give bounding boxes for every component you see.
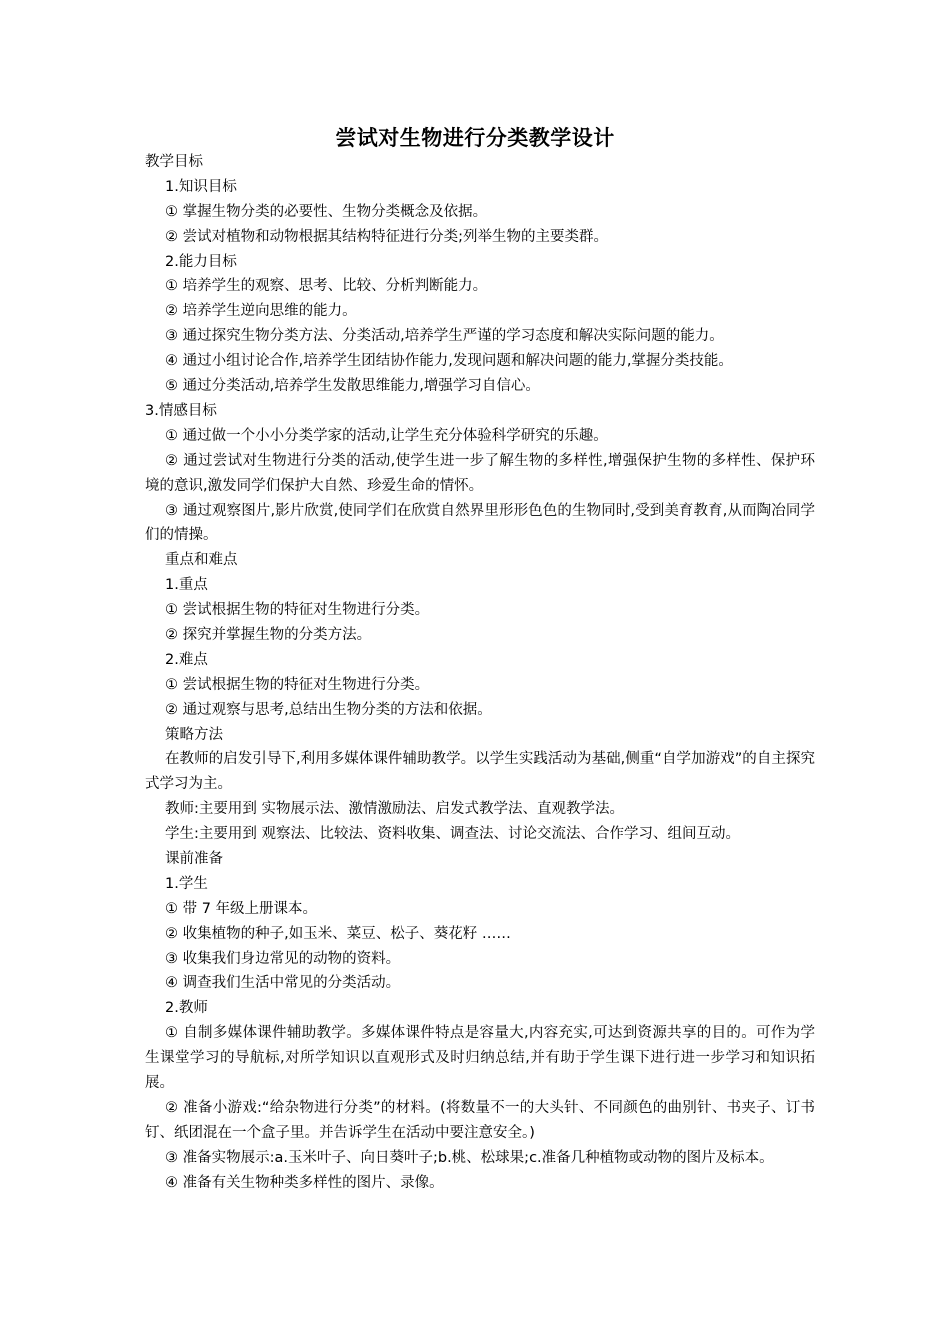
paragraph: 2.难点 [165, 651, 208, 668]
paragraph: ① 尝试根据生物的特征对生物进行分类。 [165, 676, 430, 693]
paragraph: 在教师的启发引导下,利用多媒体课件辅助教学。以学生实践活动为基础,侧重“自学加游戏”的自主探究式学习为主。 [145, 751, 815, 793]
paragraph: ③ 收集我们身边常见的动物的资料。 [165, 950, 401, 967]
paragraph: 教学目标 [145, 154, 203, 170]
paragraph: ④ 调查我们生活中常见的分类活动。 [165, 975, 401, 992]
paragraph: ② 通过尝试对生物进行分类的活动,使学生进一步了解生物的多样性,增强保护生物的多样性、保护环境的意识,激发同学们保护大自然、珍爱生命的情怀。 [145, 452, 815, 494]
paragraph: ⑤ 通过分类活动,培养学生发散思维能力,增强学习自信心。 [165, 378, 540, 395]
paragraph: ④ 通过小组讨论合作,培养学生团结协作能力,发现问题和解决问题的能力,掌握分类技能。 [165, 353, 733, 370]
paragraph: ② 收集植物的种子,如玉米、菜豆、松子、葵花籽 …… [165, 925, 511, 942]
paragraph: 教师:主要用到 实物展示法、激情激励法、启发式教学法、直观教学法。 [165, 801, 624, 818]
paragraph: 课前准备 [165, 851, 223, 868]
paragraph: 3.情感目标 [145, 402, 217, 419]
paragraph: ① 通过做一个小小分类学家的活动,让学生充分体验科学研究的乐趣。 [165, 427, 608, 444]
paragraph: ③ 通过探究生物分类方法、分类活动,培养学生严谨的学习态度和解决实际问题的能力。 [165, 328, 724, 345]
paragraph: ② 尝试对植物和动物根据其结构特征进行分类;列举生物的主要类群。 [165, 228, 608, 245]
paragraph: 1.重点 [165, 577, 208, 594]
paragraph: 策略方法 [165, 726, 223, 743]
paragraph: ① 带 7 年级上册课本。 [165, 900, 318, 917]
paragraph: 2.教师 [165, 1000, 208, 1017]
paragraph: 1.知识目标 [165, 178, 237, 195]
paragraph: ② 培养学生逆向思维的能力。 [165, 303, 357, 320]
document-body [145, 150, 815, 1196]
paragraph: ① 掌握生物分类的必要性、生物分类概念及依据。 [165, 203, 488, 220]
paragraph: ② 准备小游戏:“给杂物进行分类”的材料。(将数量不一的大头针、不同颜色的曲别针、书夹子、订书钉、纸团混在一个盒子里。并告诉学生在活动中要注意安全。) [145, 1099, 815, 1141]
document-title: 尝试对生物进行分类教学设计 [335, 126, 615, 150]
paragraph: 重点和难点 [165, 552, 238, 569]
paragraph: ③ 通过观察图片,影片欣赏,使同学们在欣赏自然界里形形色色的生物同时,受到美育教育,从而陶冶同学们的情操。 [145, 502, 815, 544]
paragraph: ① 自制多媒体课件辅助教学。多媒体课件特点是容量大,内容充实,可达到资源共享的目的。可作为学生课堂学习的导航标,对所学知识以直观形式及时归纳总结,并有助于学生课下进行进一步学习和知识拓展。 [145, 1025, 815, 1092]
paragraph: 2.能力目标 [165, 253, 237, 270]
paragraph: ② 通过观察与思考,总结出生物分类的方法和依据。 [165, 701, 492, 718]
paragraph: ② 探究并掌握生物的分类方法。 [165, 626, 372, 643]
paragraph: ① 培养学生的观察、思考、比较、分析判断能力。 [165, 278, 488, 295]
paragraph: ④ 准备有关生物种类多样性的图片、录像。 [165, 1174, 444, 1191]
paragraph: ③ 准备实物展示:a.玉米叶子、向日葵叶子;b.桃、松球果;c.准备几种植物或动物的图片及标本。 [165, 1149, 774, 1166]
paragraph: 学生:主要用到 观察法、比较法、资料收集、调查法、讨论交流法、合作学习、组间互动。 [165, 826, 740, 843]
paragraph: 1.学生 [165, 875, 208, 892]
paragraph: ① 尝试根据生物的特征对生物进行分类。 [165, 602, 430, 619]
